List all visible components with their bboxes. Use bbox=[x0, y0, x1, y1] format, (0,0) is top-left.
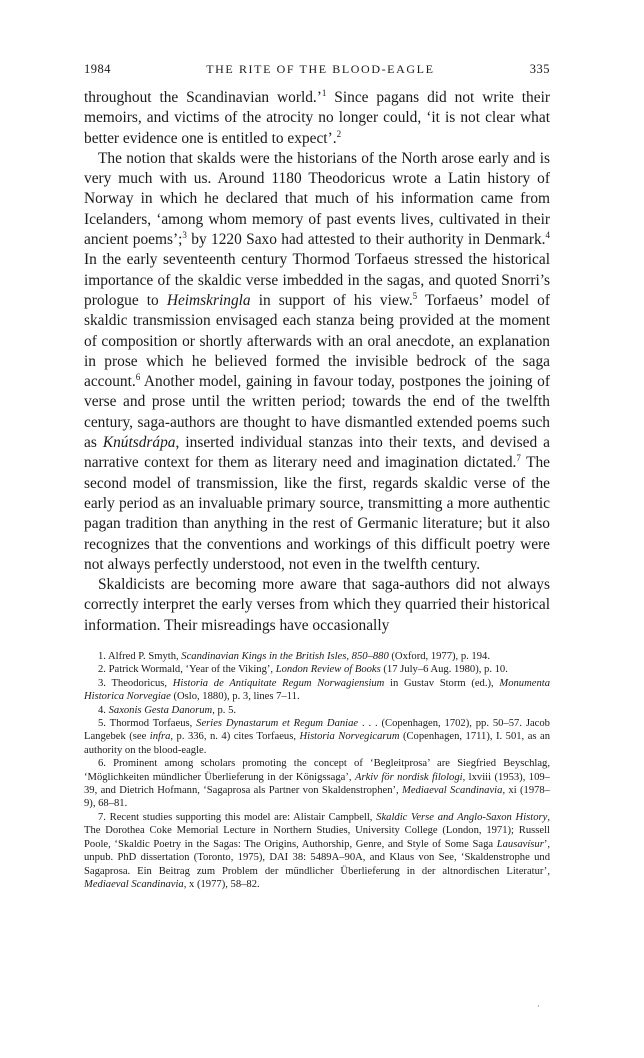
italic-title: London Review of Books bbox=[275, 664, 381, 676]
text-run: 3. Theodoricus, bbox=[98, 677, 173, 689]
footnote-ref: 5 bbox=[412, 290, 418, 301]
footnote bbox=[84, 811, 550, 891]
italic-title: Knútsdrápa bbox=[102, 434, 176, 452]
italic-title: Mediaeval Scandinavia bbox=[402, 785, 503, 797]
body-text bbox=[84, 88, 550, 636]
text-run: Skaldicists are becoming more aware that saga-authors did not always correctly interpret the early verses from which they quarried their historical information. Their misreadings have occasionally bbox=[84, 576, 550, 634]
text-run: (17 July–6 Aug. 1980), p. 10. bbox=[380, 664, 508, 676]
header-year: 1984 bbox=[84, 62, 111, 76]
text-run: , p. 5. bbox=[212, 704, 237, 716]
italic-title: Arkiv för nordisk filologi bbox=[354, 771, 463, 783]
text-run: Torfaeus’ model of skaldic transmission envisaged each stanza being provided at the moment of composition or shortly afterwards with an oral anecdote, an explanation in prose which he believed formed the invisible bedrock of the saga account. bbox=[84, 291, 550, 391]
footnote-ref: 1 bbox=[321, 87, 327, 98]
italic-title: Series Dynastarum et Regum Daniae bbox=[196, 718, 359, 730]
italic-title: Mediaeval Scandinavia bbox=[84, 878, 184, 890]
paragraph bbox=[84, 149, 550, 575]
page-speck: · bbox=[537, 1002, 540, 1011]
running-header bbox=[84, 62, 550, 84]
footnote bbox=[84, 704, 550, 717]
text-run: (Copenhagen, 1711), I. 501, as an authority on the blood-eagle. bbox=[84, 731, 550, 756]
italic-title: Saxonis Gesta Danorum bbox=[108, 704, 213, 716]
text-run: The notion that skalds were the historians of the North arose early and is very much with us. Around 1180 Theodoricus wrote a Latin history of Norway in which he declared that much of his information came from Icelanders, ‘among whom memory of past events lives, cultivated in their ancient poems’; bbox=[84, 149, 550, 249]
footnote bbox=[84, 757, 550, 811]
text-run: , p. 336, n. 4) cites Torfaeus, bbox=[170, 731, 300, 743]
paragraph bbox=[84, 575, 550, 636]
italic-title: Historia de Antiquitate Regum Norwagiensium bbox=[172, 677, 385, 689]
text-run: throughout the Scandinavian world.’ bbox=[84, 89, 322, 106]
footnote-ref: 3 bbox=[182, 229, 187, 240]
footnote-ref: 6 bbox=[135, 372, 141, 383]
italic-title: infra bbox=[149, 731, 171, 743]
footnote bbox=[84, 663, 550, 676]
italic-title: Monumenta Historica Norvegiae bbox=[84, 677, 550, 703]
footnote bbox=[84, 677, 550, 704]
footnote-ref: 2 bbox=[336, 128, 342, 139]
italic-title: Skaldic Verse and Anglo-Saxon History bbox=[376, 811, 548, 823]
text-run: in Gustav Storm (ed.), bbox=[384, 677, 500, 689]
text-run: , xi (1978–9), 68–81. bbox=[84, 785, 551, 810]
text-run: 2. Patrick Wormald, ‘Year of the Viking’, bbox=[98, 664, 276, 676]
footnote bbox=[84, 717, 550, 757]
footnotes bbox=[84, 650, 550, 891]
text-run: , x (1977), 58–82. bbox=[183, 878, 260, 890]
text-run: (Oxford, 1977), p. 194. bbox=[388, 651, 490, 663]
text-run: Another model, gaining in favour today, postpones the joining of verse and prose until the written period; towards the end of the twelfth century, saga-authors are thought to have dismantled extended poems such as bbox=[84, 373, 550, 452]
italic-title: Scandinavian Kings in the British Isles, 850–880 bbox=[181, 651, 389, 663]
footnote bbox=[84, 650, 550, 663]
text-run: 7. Recent studies supporting this model are: Alistair Campbell, bbox=[98, 811, 377, 823]
footnote-ref: 4 bbox=[545, 229, 550, 240]
running-title: THE RITE OF THE BLOOD-EAGLE bbox=[206, 62, 435, 76]
text-run: , The Dorothea Coke Memorial Lecture in Northern Studies, University College (London, 1971); Russell Poole, ‘Skaldic Poetry in the Sagas: The Origins, Authorship, Genre, and Style of Some Saga bbox=[84, 811, 550, 850]
text-run: 6. Prominent among scholars promoting the concept of ‘Begleitprosa’ are Siegfried Beyschlag, ‘Möglichkeiten mündlicher Überlieferung in der Königssaga’, bbox=[84, 758, 550, 783]
footnote-ref: 7 bbox=[516, 453, 521, 464]
text-run: , lxviii (1953), 109–39, and Dietrich Hofmann, ‘Sagaprosa als Partner von Skaldenstrophen’, bbox=[84, 771, 550, 797]
text-run: Since pagans did not write their memoirs, and victims of the atrocity no longer could, ‘it is not clear what better evidence one is entitled to expect’. bbox=[84, 89, 550, 147]
page-number: 335 bbox=[529, 62, 550, 76]
text-run: The second model of transmission, like the first, regards skaldic verse of the early period as an invaluable primary source, transmitting a more authentic pagan tradition than anything in the rest of Germanic literature; but it also recognizes that the conventions and workings of this difficult poetry were not always perfectly understood, not even in the twelfth century. bbox=[84, 454, 550, 573]
text-run: ’, unpub. PhD dissertation (Toronto, 1975), DAI 38: 5489A–90A, and Klaus von See, ‘Skaldenstrophe und Sagaprosa. Ein Beitrag zum Problem der mündlicher Überlieferung in der altnordischen Literatur’, bbox=[84, 838, 550, 877]
paragraph bbox=[84, 88, 550, 149]
italic-title: Lausavísur bbox=[496, 838, 544, 850]
text-run: by 1220 Saxo had attested to their authority in Denmark. bbox=[186, 231, 546, 249]
italic-title: Historia Norvegicarum bbox=[299, 731, 400, 743]
italic-title: Heimskringla bbox=[166, 291, 251, 309]
text-run: 1. Alfred P. Smyth, bbox=[98, 651, 182, 663]
text-run: 5. Thormod Torfaeus, bbox=[98, 718, 197, 730]
text-run: In the early seventeenth century Thormod Torfaeus stressed the historical importance of the skaldic verse imbedded in the sagas, and quoted Snorri’s prologue to bbox=[84, 251, 550, 309]
text-run: 4. bbox=[98, 704, 109, 716]
page bbox=[84, 62, 550, 891]
text-run: (Oslo, 1880), p. 3, lines 7–11. bbox=[170, 691, 300, 703]
text-run: , inserted individual stanzas into their texts, and devised a narrative context for them as literary need and imagination dictated. bbox=[84, 434, 550, 472]
text-run: . . . (Copenhagen, 1702), pp. 50–57. Jacob Langebek (see bbox=[84, 718, 550, 743]
text-run: in support of his view. bbox=[250, 291, 413, 309]
